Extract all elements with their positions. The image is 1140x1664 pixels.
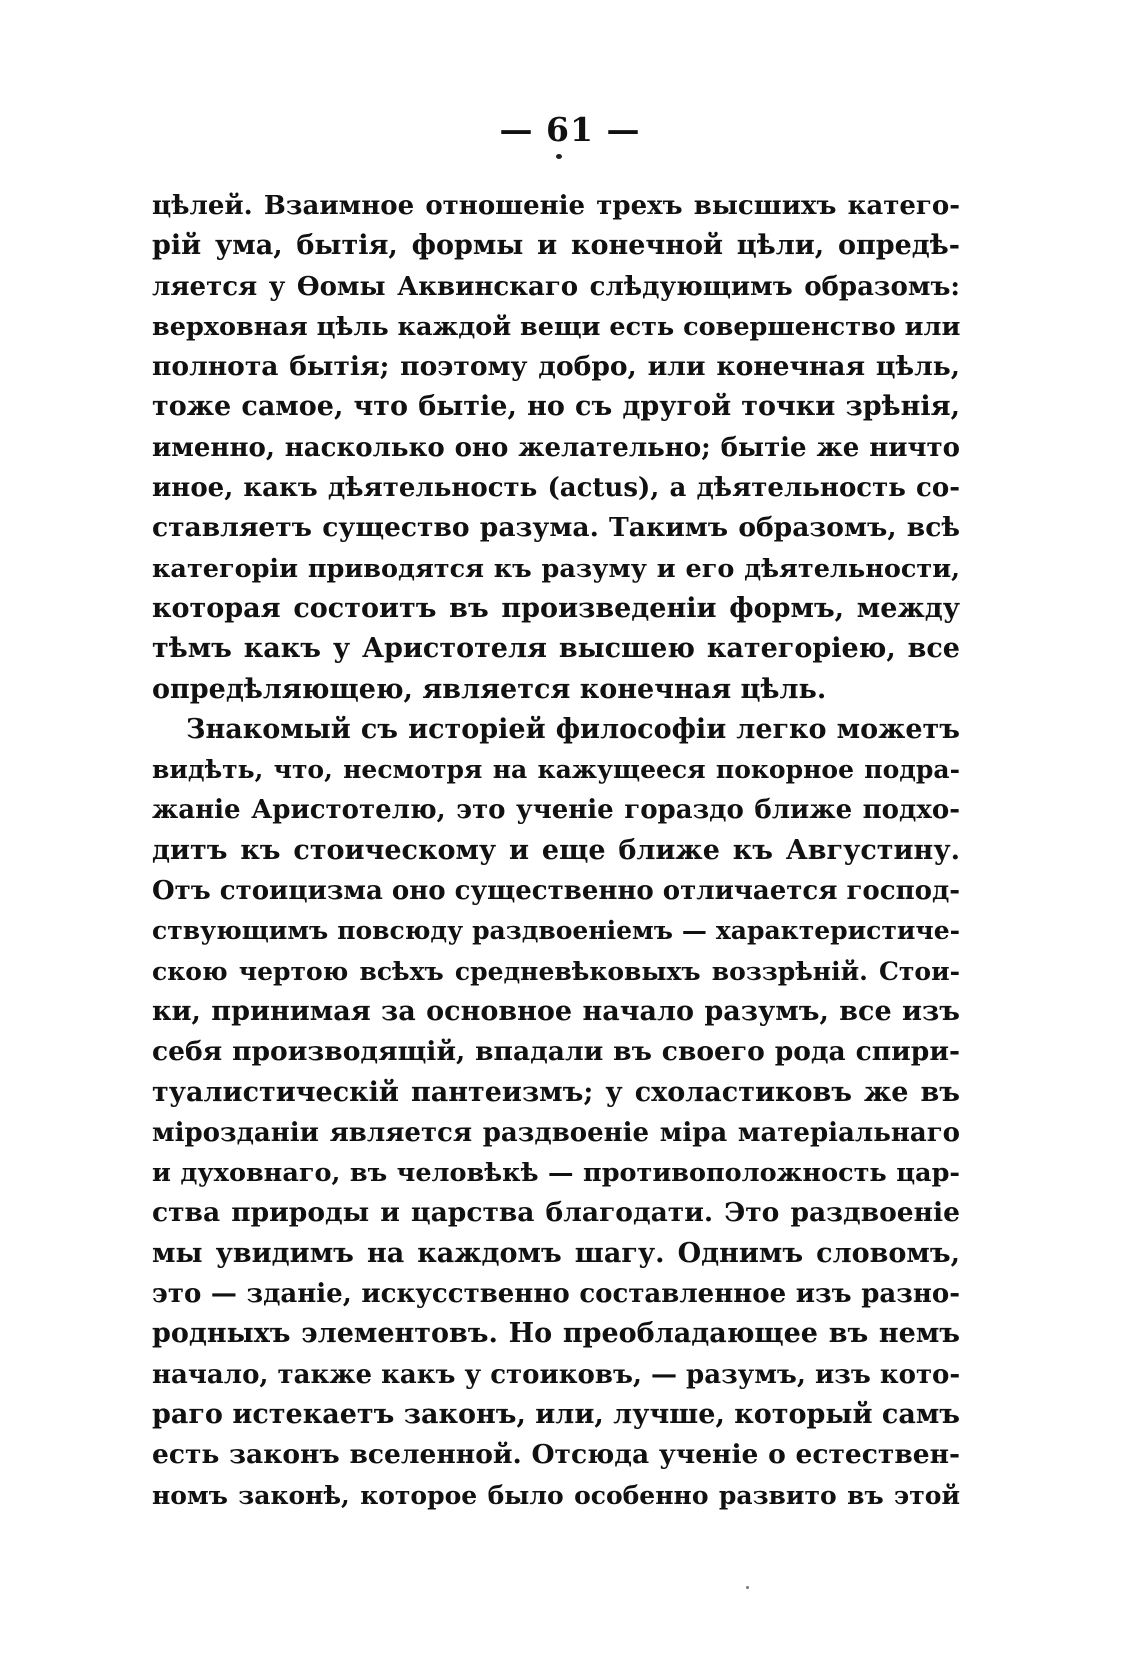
text-line: мы увидимъ на каждомъ шагу. Однимъ словомъ,: [152, 1237, 960, 1269]
text-line: Отъ стоицизма оно существенно отличается господ-: [152, 876, 960, 907]
text-line: тоже самое, что бытіе, но съ другой точки зрѣнія,: [152, 391, 960, 423]
text-line: ляется у Ѳомы Аквинскаго слѣдующимъ образомъ:: [152, 271, 960, 302]
text-line: ки, принимая за основное начало разумъ, все изъ: [152, 995, 960, 1027]
text-line: ствующимъ повсюду раздвоеніемъ — характеристиче-: [152, 916, 960, 946]
text-line: и духовнаго, въ человѣкѣ — противоположность цар-: [152, 1158, 960, 1189]
text-line: родныхъ элементовъ. Но преобладающее въ немъ: [152, 1318, 960, 1350]
text-line: есть законъ вселенной. Отсюда ученіе о естествен-: [152, 1439, 960, 1471]
text-line: начало, также какъ у стоиковъ, — разумъ, изъ кото-: [152, 1359, 960, 1390]
text-line: это — зданіе, искусственно составленное изъ разно-: [152, 1279, 960, 1310]
text-line: рій ума, бытія, формы и конечной цѣли, опредѣ-: [152, 230, 960, 262]
text-line: себя производящій, впадали въ своего рода спири-: [152, 1036, 960, 1068]
text-line: мірозданіи является раздвоеніе міра матеріальнаго: [152, 1117, 960, 1148]
text-line: туалистическій пантеизмъ; у схоластиковъ же въ: [152, 1076, 960, 1108]
body-text: [152, 186, 960, 1516]
print-speck: [746, 1586, 749, 1589]
text-line: полнота бытія; поэтому добро, или конечная цѣль,: [152, 351, 960, 383]
text-line: дитъ къ стоическому и еще ближе къ Августину.: [152, 834, 960, 866]
text-line: иное, какъ дѣятельность (actus), а дѣятельность со-: [152, 473, 960, 504]
text-line: верховная цѣль каждой вещи есть совершенство или: [152, 311, 960, 342]
text-line: именно, насколько оно желательно; бытіе же ничто: [152, 432, 960, 463]
text-line: ства природы и царства благодати. Это раздвоеніе: [152, 1197, 960, 1229]
text-line: опредѣляющею, является конечная цѣль.: [152, 673, 827, 705]
text-line: которая состоитъ въ произведеніи формъ, между: [152, 592, 960, 624]
text-line: жаніе Аристотелю, это ученіе гораздо ближе подхо-: [152, 795, 960, 826]
text-line: цѣлей. Взаимное отношеніе трехъ высшихъ катего-: [152, 191, 960, 221]
page-number: — 61 —: [499, 110, 641, 149]
text-line: номъ законѣ, которое было особенно развито въ этой: [152, 1480, 960, 1510]
text-line: категоріи приводятся къ разуму и его дѣятельности,: [152, 553, 960, 584]
text-line: Знакомый съ исторіей философіи легко можетъ: [186, 713, 960, 745]
text-line: раго истекаетъ законъ, или, лучше, который самъ: [152, 1398, 960, 1430]
print-speck: [556, 154, 562, 159]
text-line: тѣмъ какъ у Аристотеля высшею категоріею, все: [152, 633, 960, 665]
text-line: скою чертою всѣхъ средневѣковыхъ воззрѣній. Стои-: [152, 956, 960, 986]
text-line: видѣть, что, несмотря на кажущееся покорное подра-: [152, 755, 960, 785]
text-line: ставляетъ существо разума. Такимъ образомъ, всѣ: [152, 512, 960, 544]
